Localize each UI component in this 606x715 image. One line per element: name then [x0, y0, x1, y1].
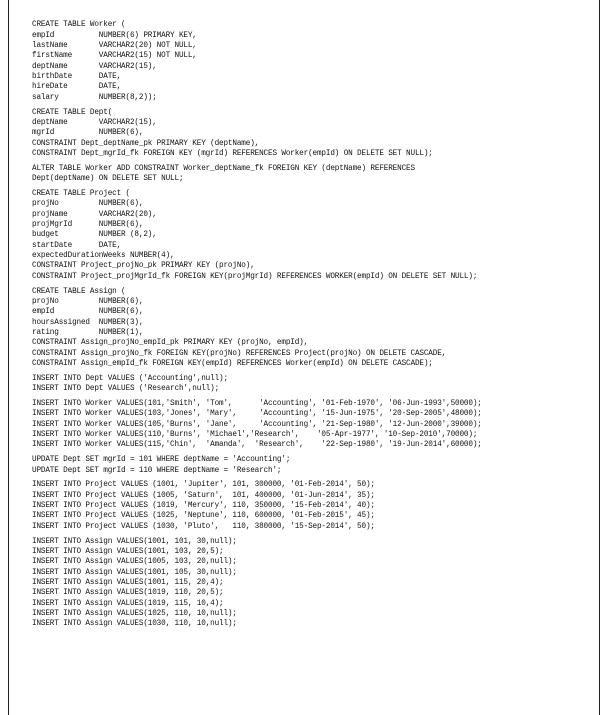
- code-line: UPDATE Dept SET mgrId = 110 WHERE deptName = 'Research';: [32, 464, 282, 475]
- sql-statement-block: [32, 454, 549, 475]
- code-line: INSERT INTO Assign VALUES(1005, 103, 20,null);: [32, 556, 237, 567]
- code-line: UPDATE Dept SET mgrId = 101 WHERE deptName = 'Accounting';: [32, 454, 291, 465]
- code-line: INSERT INTO Assign VALUES(1025, 110, 10,null);: [32, 608, 237, 619]
- code-line: INSERT INTO Project VALUES (1030, 'Pluto', 110, 380000, '15-Sep-2014', 50);: [32, 520, 375, 531]
- code-line: projNo NUMBER(6),: [32, 198, 144, 209]
- sql-statement-block: [32, 373, 549, 394]
- code-line: INSERT INTO Assign VALUES(1019, 110, 20,5);: [32, 587, 224, 598]
- code-line: projName VARCHAR2(20),: [32, 208, 157, 219]
- code-line: INSERT INTO Project VALUES (1019, 'Mercury', 110, 350000, '15-Feb-2014', 40);: [32, 500, 375, 511]
- code-line: CONSTRAINT Project_projMgrId_fk FOREIGN KEY(projMgrId) REFERENCES WORKER(empId) ON DELETE SET NULL);: [32, 270, 478, 281]
- code-line: CONSTRAINT Assign_projNo_empId_pk PRIMARY KEY (projNo, empId),: [32, 337, 309, 348]
- code-line: budget NUMBER (8,2),: [32, 229, 157, 240]
- code-line: INSERT INTO Project VALUES (1001, 'Jupiter', 101, 300000, '01-Feb-2014', 50);: [32, 479, 375, 490]
- code-line: deptName VARCHAR2(15),: [32, 116, 157, 127]
- sql-statement-block: [32, 163, 549, 184]
- sql-code-listing: [32, 9, 549, 633]
- code-line: CONSTRAINT Dept_deptName_pk PRIMARY KEY (deptName),: [32, 137, 260, 148]
- code-line: projNo NUMBER(6),: [32, 295, 144, 306]
- code-line: CONSTRAINT Dept_mgrId_fk FOREIGN KEY (mgrId) REFERENCES Worker(empId) ON DELETE SET NULL);: [32, 147, 433, 158]
- sql-statement-block: [32, 188, 549, 281]
- code-line: INSERT INTO Worker VALUES(101,'Smith', 'Tom', 'Accounting', '01-Feb-1970', '06-Jun-1993',50000);: [32, 398, 482, 409]
- code-line: startDate DATE,: [32, 239, 122, 250]
- code-line: projMgrId NUMBER(6),: [32, 219, 144, 230]
- code-line: hireDate DATE,: [32, 81, 122, 92]
- sql-statement-block: [32, 107, 549, 159]
- code-line: INSERT INTO Project VALUES (1025, 'Neptune', 110, 600000, '01-Feb-2015', 45);: [32, 510, 375, 521]
- code-line: CONSTRAINT Assign_empId_fk FOREIGN KEY(empId) REFERENCES Worker(empId) ON DELETE CASCADE);: [32, 358, 433, 368]
- sql-statement-block: [32, 536, 549, 629]
- code-line: INSERT INTO Worker VALUES(115,'Chin', 'Amanda', 'Research', '22-Sep-1980', '19-Jun-2014',60000);: [32, 439, 482, 450]
- code-line: INSERT INTO Assign VALUES(1019, 115, 10,4);: [32, 597, 224, 608]
- code-line: INSERT INTO Assign VALUES(1001, 115, 20,4);: [32, 577, 224, 588]
- code-line: CREATE TABLE Project (: [32, 188, 130, 198]
- sql-statement-block: [32, 286, 549, 369]
- code-line: INSERT INTO Worker VALUES(110,'Burns', 'Michael','Research', '05-Apr-1977', '10-Sep-2010',70000);: [32, 429, 478, 440]
- code-line: salary NUMBER(8,2));: [32, 91, 157, 102]
- code-line: birthDate DATE,: [32, 71, 122, 82]
- sql-statement-block: [32, 479, 549, 531]
- code-line: INSERT INTO Dept VALUES ('Research',null);: [32, 383, 220, 394]
- code-line: CREATE TABLE Dept(: [32, 106, 113, 117]
- code-line: INSERT INTO Dept VALUES ('Accounting',null);: [32, 372, 228, 383]
- code-line: INSERT INTO Worker VALUES(105,'Burns', 'Jane', 'Accounting', '21-Sep-1980', '12-Jun-2000',39000);: [32, 418, 482, 429]
- code-line: CONSTRAINT Assign_projNo_fk FOREIGN KEY(projNo) REFERENCES Project(projNo) ON DELETE CASCADE,: [32, 347, 447, 358]
- code-line: INSERT INTO Assign VALUES(1030, 110, 10,null);: [32, 618, 237, 629]
- code-line: INSERT INTO Project VALUES (1005, 'Saturn', 101, 400000, '01-Jun-2014', 35);: [32, 489, 375, 500]
- code-line: CONSTRAINT Project_projNo_pk PRIMARY KEY (projNo),: [32, 260, 255, 271]
- sql-statement-block: [32, 19, 549, 102]
- code-line: empId NUMBER(6),: [32, 306, 144, 317]
- code-line: INSERT INTO Worker VALUES(103,'Jones', 'Mary', 'Accounting', '15-Jun-1975', '20-Sep-2005',48000);: [32, 408, 482, 419]
- code-line: ALTER TABLE Worker ADD CONSTRAINT Worker_deptName_fk FOREIGN KEY (deptName) REFERENCES: [32, 162, 415, 173]
- code-line: mgrId NUMBER(6),: [32, 127, 144, 138]
- sql-statement-block: [32, 398, 549, 450]
- code-line: rating NUMBER(1),: [32, 326, 144, 337]
- code-line: INSERT INTO Assign VALUES(1001, 103, 20,5);: [32, 546, 224, 556]
- code-line: Dept(deptName) ON DELETE SET NULL;: [32, 173, 184, 184]
- code-line: INSERT INTO Assign VALUES(1001, 105, 30,null);: [32, 566, 237, 577]
- code-line: deptName VARCHAR2(15),: [32, 60, 157, 71]
- code-line: INSERT INTO Assign VALUES(1001, 101, 30,null);: [32, 535, 237, 546]
- code-line: lastName VARCHAR2(20) NOT NULL,: [32, 40, 197, 51]
- code-line: empId NUMBER(6) PRIMARY KEY,: [32, 29, 197, 40]
- code-line: CREATE TABLE Worker (: [32, 19, 126, 30]
- code-line: expectedDurationWeeks NUMBER(4),: [32, 250, 175, 261]
- code-line: hoursAssigned NUMBER(3),: [32, 316, 144, 327]
- code-line: firstName VARCHAR2(15) NOT NULL,: [32, 50, 197, 61]
- code-line: CREATE TABLE Assign (: [32, 285, 126, 296]
